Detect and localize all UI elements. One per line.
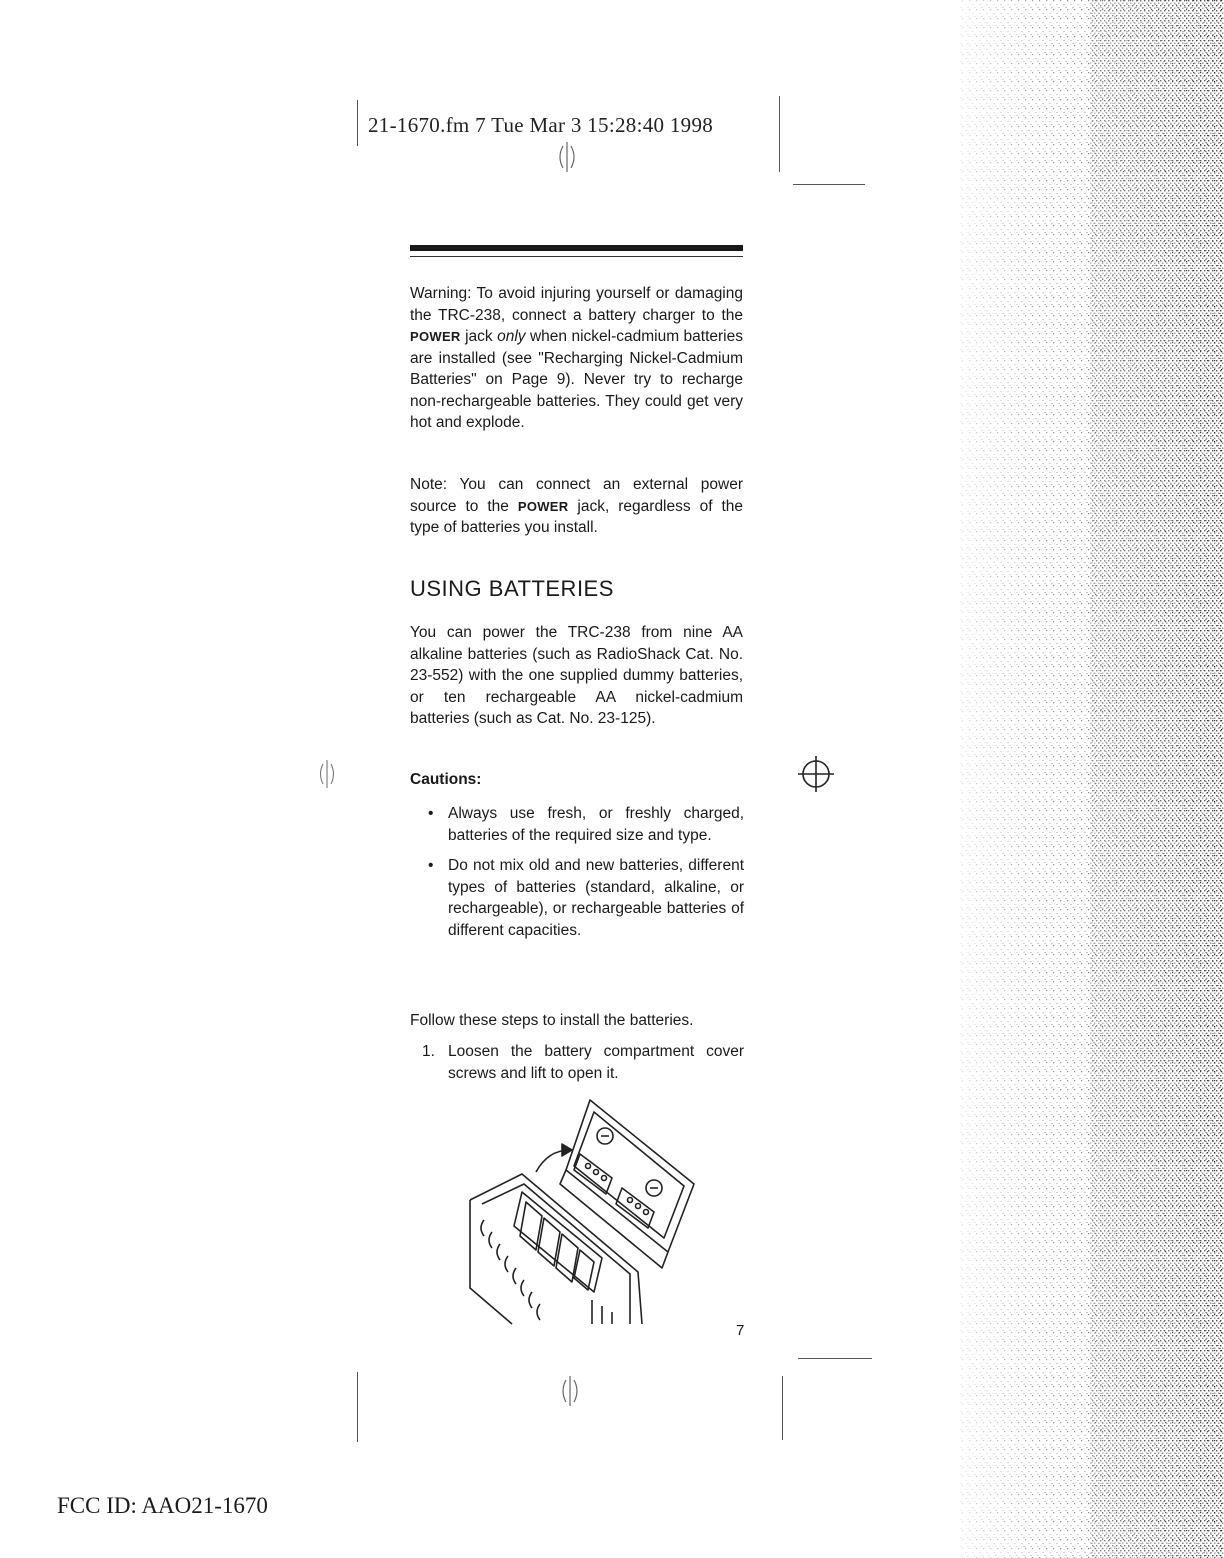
step-item bbox=[422, 1041, 744, 1084]
step-text: Loosen the battery compartment cover screws and lift to open it. bbox=[448, 1043, 744, 1082]
crosshair-target-icon bbox=[796, 754, 836, 794]
bullet-icon: • bbox=[428, 805, 434, 822]
crop-mark-top-right-h bbox=[793, 184, 865, 185]
section-intro: You can power the TRC-238 from nine AA alkaline batteries (such as RadioShack Cat. No. 23-552) with the one supplied dummy batteries, or ten rechargeable AA nickel-cadmium batteries (such as Cat. No. 23-125). bbox=[410, 624, 743, 727]
steps-intro: Follow these steps to install the batteries. bbox=[410, 1012, 694, 1029]
cautions-heading: Cautions: bbox=[410, 771, 482, 788]
registration-mark-bottom-icon bbox=[555, 1374, 585, 1408]
page-number: 7 bbox=[736, 1322, 745, 1339]
registration-mark-top-icon bbox=[552, 140, 582, 174]
warning-power-term: POWER bbox=[410, 329, 461, 344]
note-paragraph bbox=[410, 474, 743, 539]
crop-mark-left-bottom bbox=[357, 1372, 358, 1442]
note-text-2: jack, regardless of the type of batteries you install. bbox=[410, 497, 743, 536]
section-rule-thin bbox=[410, 256, 743, 257]
section-rule-thick bbox=[410, 245, 743, 251]
warning-only-term: only bbox=[497, 328, 526, 345]
file-stamp: 21-1670.fm 7 Tue Mar 3 15:28:40 1998 bbox=[368, 113, 714, 137]
crop-mark-right-top bbox=[779, 96, 780, 172]
warning-text-2: jack bbox=[460, 328, 498, 345]
crop-mark-right-bottom bbox=[782, 1376, 783, 1440]
crop-mark-left-top bbox=[357, 100, 358, 146]
list-item bbox=[428, 855, 744, 941]
warning-label: Warning: bbox=[410, 285, 472, 302]
fcc-id-label: FCC ID: AAO21-1670 bbox=[57, 1493, 268, 1518]
note-label: Note: bbox=[410, 476, 448, 493]
scan-noise-strip bbox=[920, 0, 1224, 1558]
list-item bbox=[428, 803, 744, 846]
battery-compartment-illustration bbox=[462, 1092, 702, 1328]
section-heading: USING BATTERIES bbox=[410, 576, 614, 601]
note-text-1: You can connect an external power source to the bbox=[410, 476, 743, 515]
cautions-list bbox=[428, 803, 744, 950]
crop-mark-bottom-right-h bbox=[798, 1358, 872, 1359]
caution-text: Always use fresh, or freshly charged, batteries of the required size and type. bbox=[448, 805, 744, 844]
note-power-term: POWER bbox=[517, 498, 569, 514]
warning-text-3: when nickel-cadmium batteries are installed (see "Recharging Nickel-Cadmium Batteries" on Page 9). Never try to recharge non-rechargeable batteries. They could get very hot and explode. bbox=[410, 328, 744, 431]
bullet-icon: • bbox=[428, 857, 434, 874]
warning-paragraph bbox=[410, 283, 743, 434]
registration-mark-left-icon bbox=[314, 758, 340, 790]
warning-text-1: To avoid injuring yourself or damaging the TRC-238, connect a battery charger to the bbox=[410, 285, 743, 324]
step-number: 1. bbox=[422, 1043, 435, 1060]
caution-text: Do not mix old and new batteries, different types of batteries (standard, alkaline, or rechargeable), or rechargeable batteries of different capacities. bbox=[448, 857, 744, 939]
